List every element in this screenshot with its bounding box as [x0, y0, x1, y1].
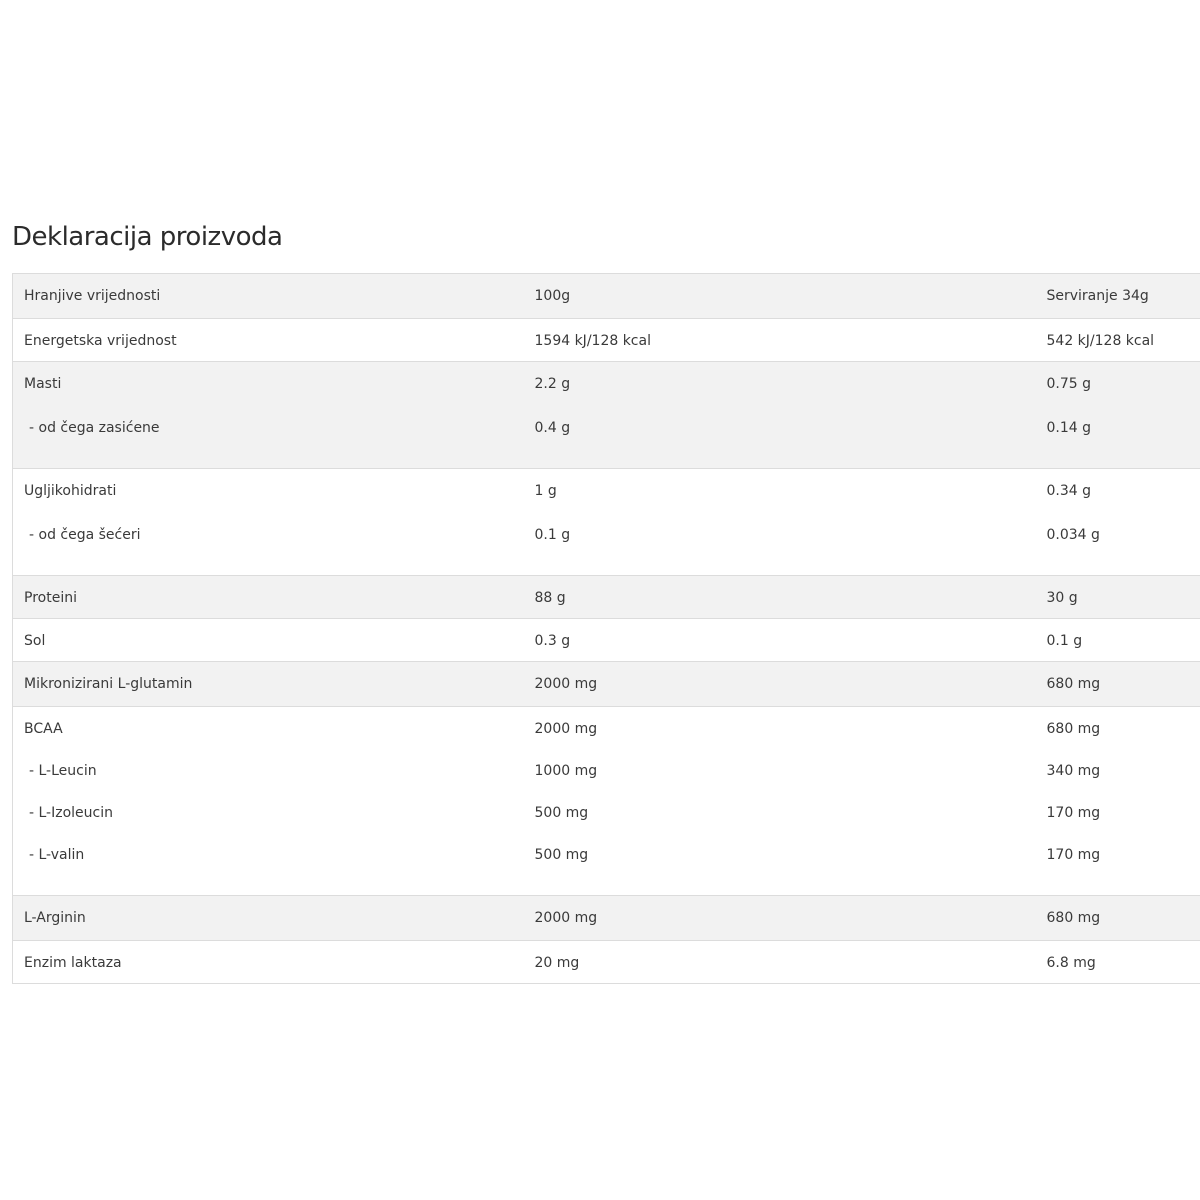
row-sub-per-serving: 170 mg: [1046, 805, 1101, 821]
table-row: [13, 576, 1200, 619]
row-per-serving: 30 g: [1046, 590, 1078, 606]
row-per-100g: 2000 mg: [534, 676, 598, 692]
row-sub-per-serving: 0.034 g: [1046, 527, 1100, 543]
row-sub-name: - L-Izoleucin: [29, 805, 113, 821]
table-row: [13, 662, 1200, 707]
row-per-100g: 88 g: [534, 590, 566, 606]
row-per-100g: 2000 mg: [534, 910, 598, 926]
row-sub-per-serving: 340 mg: [1046, 763, 1101, 779]
table-row: [13, 362, 1200, 469]
row-per-serving: 542 kJ/128 kcal: [1046, 333, 1155, 349]
page-title: Deklaracija proizvoda: [12, 222, 283, 252]
row-sub-per-serving: 170 mg: [1046, 847, 1101, 863]
row-sub-per-serving: 0.14 g: [1046, 420, 1092, 436]
row-sub-per-100g: 500 mg: [534, 847, 589, 863]
table-row: [13, 319, 1200, 362]
row-name: Sol: [24, 633, 46, 649]
row-sub-name: - L-Leucin: [29, 763, 97, 779]
row-sub-name: - od čega šećeri: [29, 527, 141, 543]
row-name: L-Arginin: [24, 910, 86, 926]
row-name: Mikronizirani L-glutamin: [24, 676, 193, 692]
row-name: Energetska vrijednost: [24, 333, 177, 349]
row-name: Enzim laktaza: [24, 955, 122, 971]
row-name: Ugljikohidrati: [24, 483, 117, 499]
row-per-serving: 680 mg: [1046, 676, 1101, 692]
row-per-100g: 2.2 g: [534, 376, 571, 392]
header-per-100g: 100g: [534, 288, 571, 304]
row-name: BCAA: [24, 721, 63, 737]
row-per-serving: 0.1 g: [1046, 633, 1083, 649]
row-per-100g: 1 g: [534, 483, 557, 499]
row-per-100g: 1594 kJ/128 kcal: [534, 333, 651, 349]
row-per-serving: 0.34 g: [1046, 483, 1092, 499]
nutrition-table: [12, 273, 1200, 984]
table-row: [13, 941, 1200, 984]
row-sub-per-100g: 1000 mg: [534, 763, 598, 779]
row-name: Masti: [24, 376, 62, 392]
header-nutrients: Hranjive vrijednosti: [24, 288, 161, 304]
row-per-serving: 680 mg: [1046, 721, 1101, 737]
table-header-row: [13, 274, 1200, 319]
row-sub-name: - L-valin: [29, 847, 85, 863]
row-name: Proteini: [24, 590, 77, 606]
row-sub-per-100g: 500 mg: [534, 805, 589, 821]
header-per-serving: Serviranje 34g: [1046, 288, 1149, 304]
row-per-100g: 0.3 g: [534, 633, 571, 649]
row-sub-per-100g: 0.4 g: [534, 420, 571, 436]
table-row: [13, 619, 1200, 662]
table-row: [13, 896, 1200, 941]
row-sub-per-100g: 0.1 g: [534, 527, 571, 543]
row-per-serving: 680 mg: [1046, 910, 1101, 926]
row-per-serving: 0.75 g: [1046, 376, 1092, 392]
table-row: [13, 707, 1200, 896]
row-sub-name: - od čega zasićene: [29, 420, 160, 436]
table-row: [13, 469, 1200, 576]
row-per-serving: 6.8 mg: [1046, 955, 1096, 971]
row-per-100g: 20 mg: [534, 955, 580, 971]
row-per-100g: 2000 mg: [534, 721, 598, 737]
